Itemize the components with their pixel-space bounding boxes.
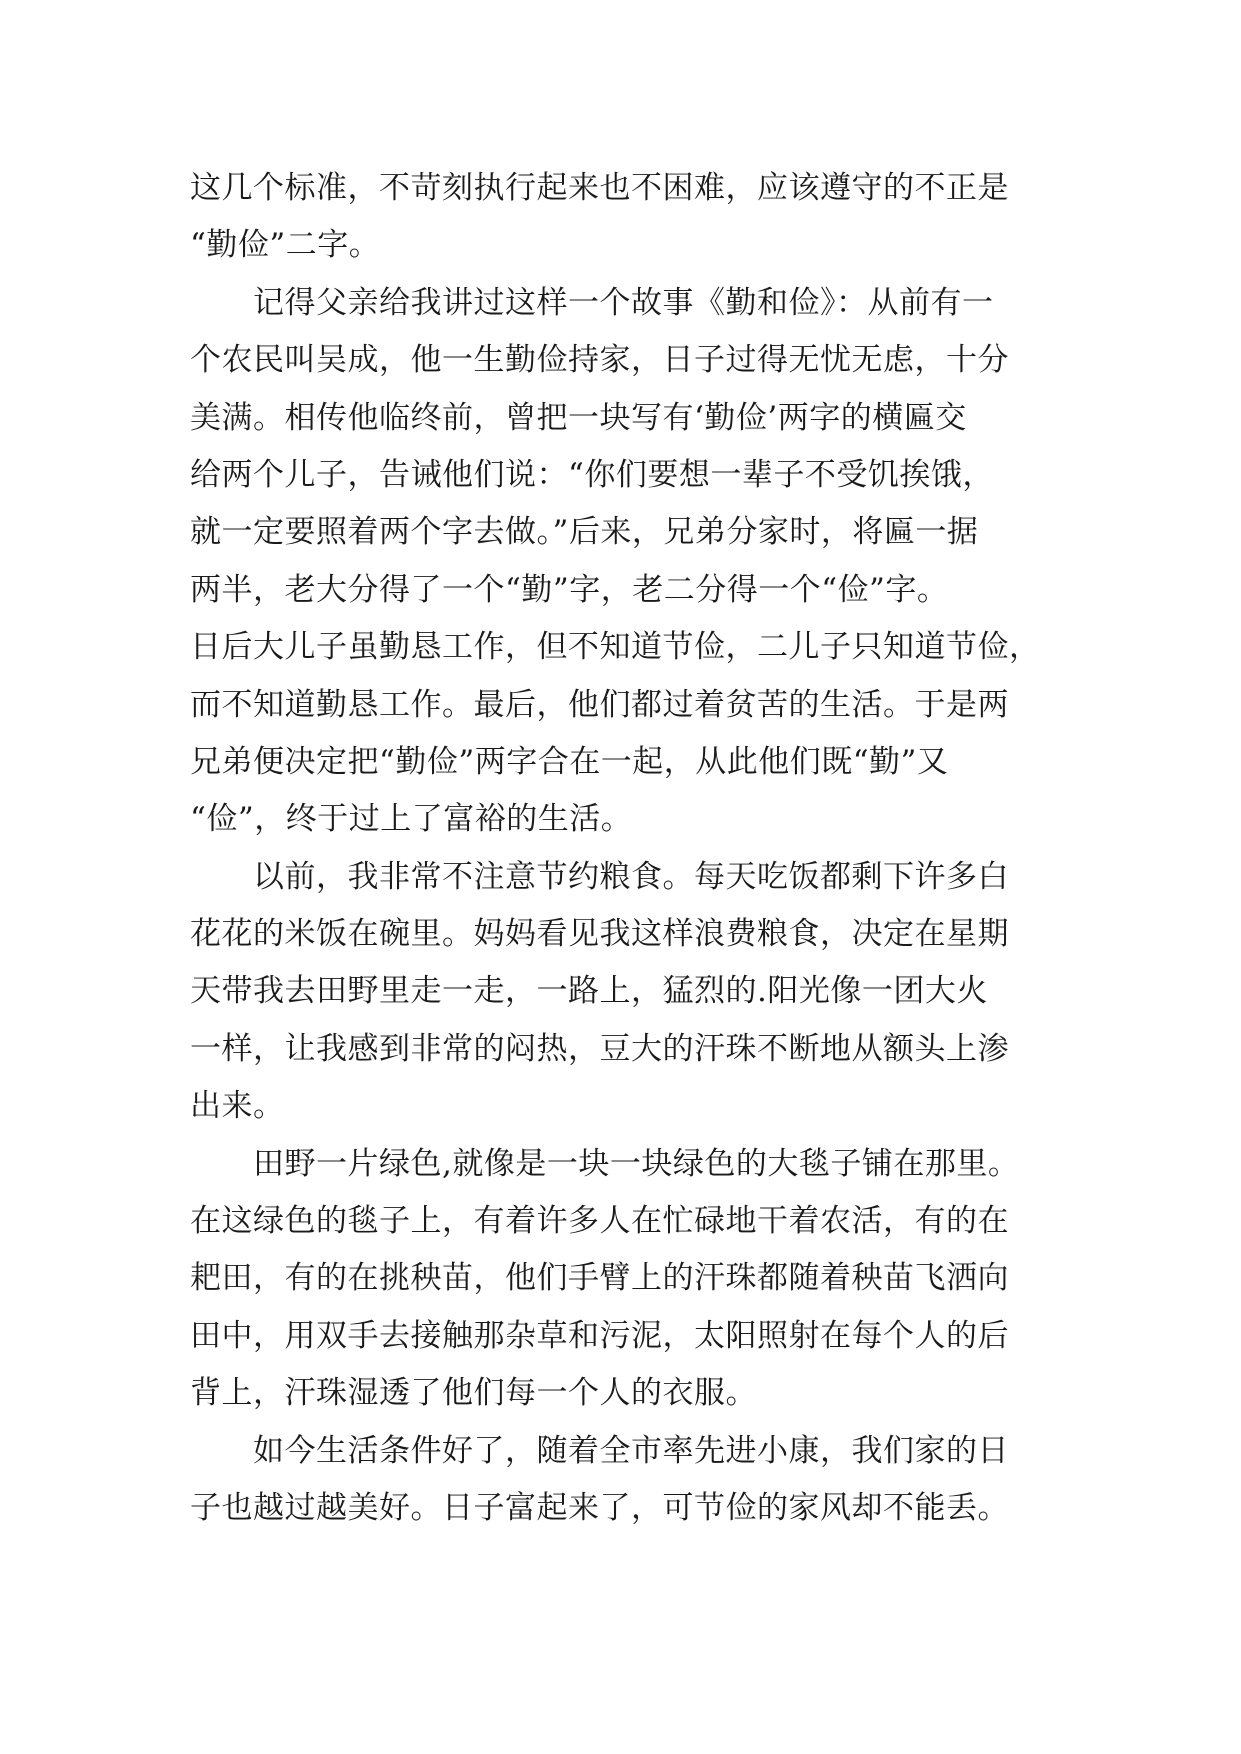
text-line: 给两个儿子，告诫他们说：“你们要想一辈子不受饥挨饿， <box>190 456 994 493</box>
text-line: 子也越过越美好。日子富起来了，可节俭的家风却不能丢。 <box>190 1489 1009 1526</box>
text-line: 美满。相传他临终前，曾把一块写有‘勤俭’两字的横匾交 <box>190 399 967 436</box>
text-line: “勤俭”二字。 <box>190 227 381 264</box>
text-line: 两半，老大分得了一个“勤”字，老二分得一个“俭”字。 <box>190 571 949 608</box>
text-line: 田野一片绿色,就像是一块一块绿色的大毯子铺在那里。 <box>190 1145 1020 1182</box>
text-line: 日后大儿子虽勤恳工作，但不知道节俭，二儿子只知道节俭， <box>190 629 1041 666</box>
text-line: 背上，汗珠湿透了他们每一个人的衣服。 <box>190 1375 757 1412</box>
text-line: 记得父亲给我讲过这样一个故事《勤和俭》：从前有一 <box>190 284 994 321</box>
text-line: 在这绿色的毯子上，有着许多人在忙碌地干着农活，有的在 <box>190 1203 1009 1240</box>
text-line: 个农民叫吴成，他一生勤俭持家，日子过得无忧无虑，十分 <box>190 342 1009 379</box>
text-line: 天带我去田野里走一走，一路上，猛烈的.阳光像一团大火 <box>190 973 988 1010</box>
text-line: 出来。 <box>190 1088 285 1125</box>
text-line: 而不知道勤恳工作。最后，他们都过着贫苦的生活。于是两 <box>190 686 1009 723</box>
text-line: “俭”，终于过上了富裕的生活。 <box>190 801 633 838</box>
text-line: 耙田，有的在挑秧苗，他们手臂上的汗珠都随着秧苗飞洒向 <box>190 1260 1009 1297</box>
text-line: 兄弟便决定把“勤俭”两字合在一起，从此他们既“勤”又 <box>190 743 949 780</box>
text-line: 一样，让我感到非常的闷热，豆大的汗珠不断地从额头上渗 <box>190 1030 1009 1067</box>
text-line: 田中，用双手去接触那杂草和污泥，太阳照射在每个人的后 <box>190 1317 1009 1354</box>
text-line: 花花的米饭在碗里。妈妈看见我这样浪费粮食，决定在星期 <box>190 916 1009 953</box>
text-line: 以前，我非常不注意节约粮食。每天吃饭都剩下许多白 <box>190 858 1009 895</box>
document-body <box>190 160 1070 1537</box>
text-line: 这几个标准，不苛刻执行起来也不困难，应该遵守的不正是 <box>190 170 1009 206</box>
text-line: 就一定要照着两个字去做。”后来，兄弟分家时，将匾一据 <box>190 514 979 551</box>
text-line: 如今生活条件好了，随着全市率先进小康，我们家的日 <box>190 1432 1009 1469</box>
